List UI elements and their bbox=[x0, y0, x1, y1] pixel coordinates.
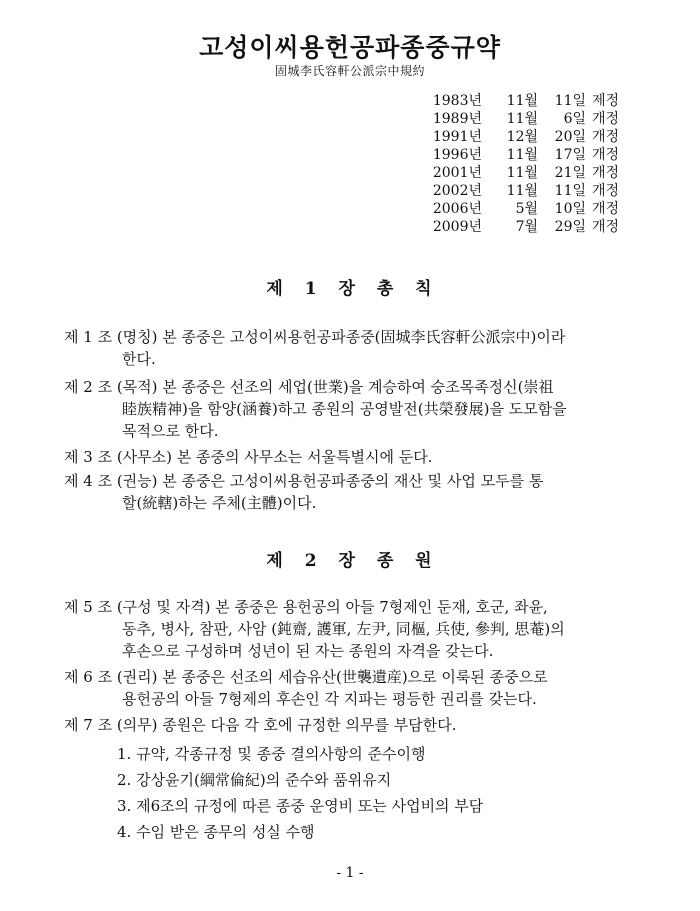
revision-entry: 1991년 12월 20일 개정 bbox=[432, 129, 620, 145]
article-7: 제 7 조 (의무) 종원은 다음 각 호에 규정한 의무를 부담한다. bbox=[64, 716, 457, 734]
revision-entry: 1983년 11월 11일 제정 bbox=[432, 93, 620, 109]
document-subtitle: 固城李氏容軒公派宗中規約 bbox=[274, 64, 425, 78]
revision-entry: 1989년 11월 6일 개정 bbox=[432, 111, 620, 127]
revision-entry: 2001년 11월 21일 개정 bbox=[432, 165, 620, 181]
duty-item: 2. 강상윤기(綱常倫紀)의 준수와 품위유지 bbox=[117, 771, 392, 789]
revision-entry: 1996년 11월 17일 개정 bbox=[432, 147, 620, 163]
duty-item: 1. 규약, 각종규정 및 종중 결의사항의 준수이행 bbox=[117, 745, 426, 763]
article-3: 제 3 조 (사무소) 본 종중의 사무소는 서울특별시에 둔다. bbox=[64, 448, 433, 466]
article-1: 제 1 조 (명칭) 본 종중은 고성이씨용헌공파종중(固城李氏容軒公派宗中)이라 한다. bbox=[64, 328, 566, 368]
revision-entry: 2006년 5월 10일 개정 bbox=[432, 201, 620, 217]
chapter-heading: 제 1 장 총 칙 bbox=[266, 279, 434, 299]
article-6: 제 6 조 (권리) 본 종중은 선조의 세습유산(世襲遺産)으로 이룩된 종중으로 용헌공의 아들 7형제의 후손인 각 지파는 평등한 권리를 갖는다. bbox=[64, 668, 548, 708]
chapter-heading: 제 2 장 종 원 bbox=[266, 551, 434, 571]
revision-history bbox=[424, 92, 684, 236]
duty-item: 4. 수임 받은 종무의 성실 수행 bbox=[117, 823, 315, 841]
article-4: 제 4 조 (권능) 본 종중은 고성이씨용헌공파종중의 재산 및 사업 모두를 통 할(統轄)하는 주체(主體)이다. bbox=[64, 472, 544, 512]
article-2: 제 2 조 (목적) 본 종중은 선조의 세업(世業)을 계승하여 숭조목족정신(崇祖 睦族精神)을 함양(涵養)하고 종원의 공영발전(共榮發展)을 도모함을 목적으로 한다. bbox=[64, 378, 567, 440]
page-number: - 1 - bbox=[336, 865, 364, 881]
duty-item: 3. 제6조의 규정에 따른 종중 운영비 또는 사업비의 부담 bbox=[117, 797, 484, 815]
document-title: 고성이씨용헌공파종중규약 bbox=[199, 33, 501, 62]
article-5: 제 5 조 (구성 및 자격) 본 종중은 용헌공의 아들 7형제인 둔재, 호군, 좌윤, 동추, 병사, 참판, 사암 (鈍齋, 護軍, 左尹, 同樞, 兵使, 參判, 思菴)의 후손으로 구성하며 성년이 된 자는 종원의 자격을 갖는다. bbox=[64, 598, 565, 660]
revision-entry: 2009년 7월 29일 개정 bbox=[432, 219, 620, 235]
revision-entry: 2002년 11월 11일 개정 bbox=[432, 183, 620, 199]
